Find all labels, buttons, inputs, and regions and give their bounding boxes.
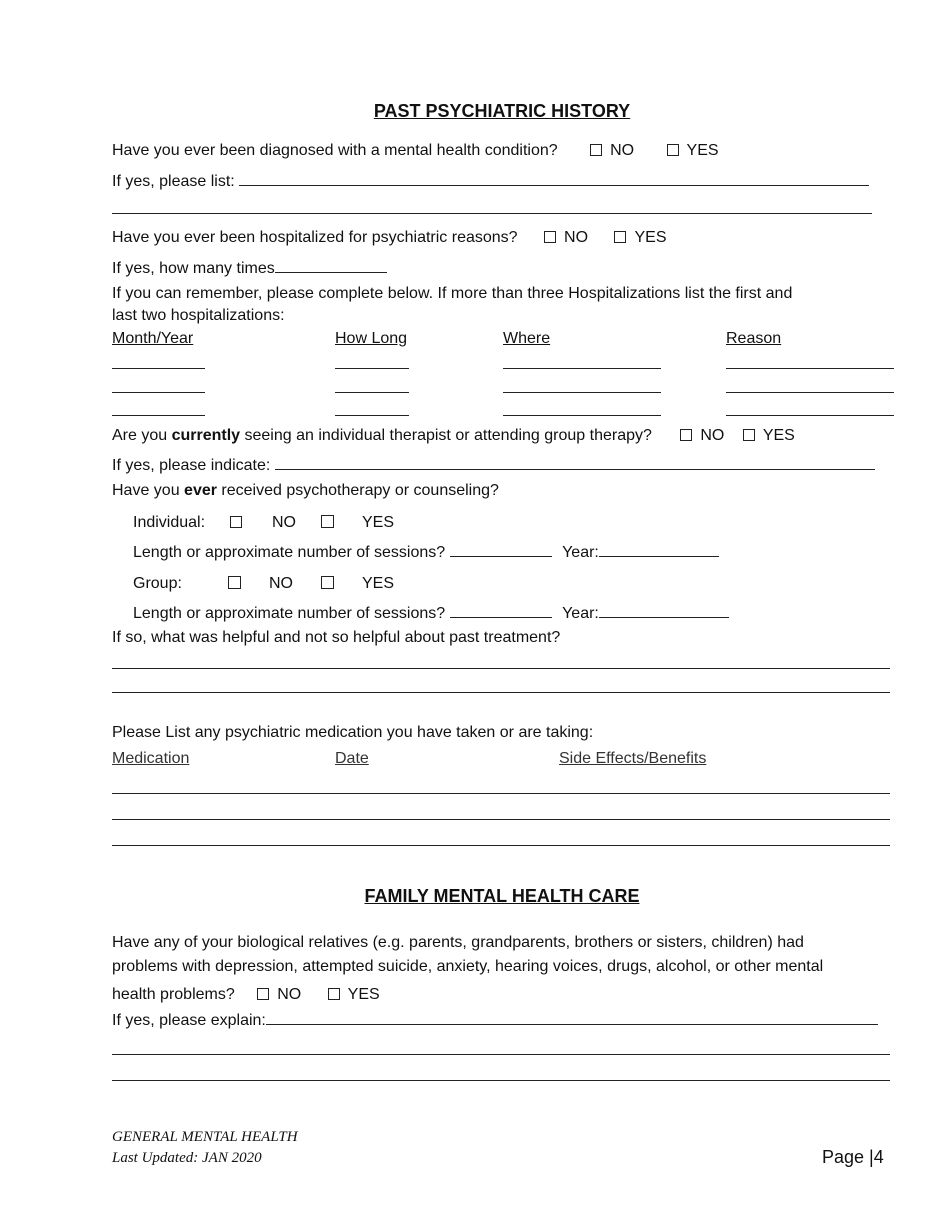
diagnosed-list-field-2[interactable] [112,213,872,214]
hospitalized-times-row: If yes, how many times [112,258,387,279]
currently-no-checkbox[interactable] [680,429,692,441]
family-text-1: Have any of your biological relatives (e.g. parents, grandparents, brothers or sisters, children) had [112,934,804,951]
family-explain-field-2[interactable] [112,1054,890,1055]
question-hospitalized: Have you ever been hospitalized for psychiatric reasons? NO YES [112,229,667,246]
individual-yes: YES [321,513,394,533]
footer-title: GENERAL MENTAL HEALTH [112,1129,298,1145]
helpful-field-2[interactable] [112,692,890,693]
hosp-row-2-month[interactable] [112,392,205,393]
hosp-row-1-howlong[interactable] [335,368,409,369]
individual-sessions-field[interactable] [450,542,552,557]
hosp-row-1-where[interactable] [503,368,661,369]
family-explain-row: If yes, please explain: [112,1010,878,1031]
family-explain-field[interactable] [266,1010,878,1025]
group-label: Group: [133,575,182,592]
group-sessions-row: Length or approximate number of sessions? Year: [133,603,729,624]
group-sessions-field[interactable] [450,603,552,618]
meds-field-1[interactable] [112,793,890,794]
individual-label: Individual: [133,514,206,531]
hospitalized-no-checkbox[interactable] [544,231,556,243]
group-no-checkbox[interactable] [228,576,241,589]
meds-field-3[interactable] [112,845,890,846]
column-month-year: Month/Year [112,330,194,347]
hosp-row-3-reason[interactable] [726,415,894,416]
hosp-row-3-howlong[interactable] [335,415,409,416]
family-text-2: problems with depression, attempted suicide, anxiety, hearing voices, drugs, alcohol, or other mental [112,958,824,975]
group-no: NO [228,574,293,594]
remember-text-2: last two hospitalizations: [112,307,285,324]
individual-no: NO [230,513,296,533]
group-year-field[interactable] [599,603,729,618]
diagnosed-list-row: If yes, please list: [112,171,869,192]
currently-yes-checkbox[interactable] [743,429,755,441]
hosp-row-3-where[interactable] [503,415,661,416]
diagnosed-list-field[interactable] [239,171,869,186]
diagnosed-no-checkbox[interactable] [590,144,602,156]
group-yes-checkbox[interactable] [321,576,334,589]
hospitalized-times-field[interactable] [275,258,387,273]
diagnosed-yes-checkbox[interactable] [667,144,679,156]
question-ever: Have you ever received psychotherapy or counseling? [112,482,499,499]
indicate-field[interactable] [275,455,875,470]
individual-sessions-row: Length or approximate number of sessions? Year: [133,542,719,563]
section-title-past-psychiatric-history: PAST PSYCHIATRIC HISTORY [373,101,631,121]
question-currently: Are you currently seeing an individual therapist or attending group therapy? NO YES [112,427,795,444]
footer-updated: Last Updated: JAN 2020 [112,1150,262,1166]
group-yes: YES [321,574,394,594]
column-reason: Reason [726,330,782,347]
family-explain-field-3[interactable] [112,1080,890,1081]
indicate-row: If yes, please indicate: [112,455,875,476]
helpful-field-1[interactable] [112,668,890,669]
hosp-row-2-reason[interactable] [726,392,894,393]
hospitalized-yes-checkbox[interactable] [614,231,626,243]
individual-yes-checkbox[interactable] [321,515,334,528]
individual-no-checkbox[interactable] [230,516,242,528]
individual-year-field[interactable] [599,542,719,557]
column-medication: Medication [112,750,190,767]
hosp-row-1-month[interactable] [112,368,205,369]
column-where: Where [503,330,551,347]
family-question-row: health problems? NO YES [112,986,380,1003]
meds-question: Please List any psychiatric medication you have taken or are taking: [112,724,594,741]
meds-field-2[interactable] [112,819,890,820]
section-title-family-mental-health: FAMILY MENTAL HEALTH CARE [364,886,640,906]
column-date: Date [335,750,369,767]
hosp-row-3-month[interactable] [112,415,205,416]
family-yes-checkbox[interactable] [328,988,340,1000]
question-diagnosed: Have you ever been diagnosed with a mental health condition? NO YES [112,142,719,159]
hosp-row-2-where[interactable] [503,392,661,393]
hosp-row-1-reason[interactable] [726,368,894,369]
column-how-long: How Long [335,330,408,347]
column-side-effects: Side Effects/Benefits [559,750,707,767]
page-number: Page |4 [822,1147,884,1167]
remember-text-1: If you can remember, please complete below. If more than three Hospitalizations list the first and [112,285,793,302]
helpful-question: If so, what was helpful and not so helpful about past treatment? [112,629,561,646]
family-no-checkbox[interactable] [257,988,269,1000]
hosp-row-2-howlong[interactable] [335,392,409,393]
